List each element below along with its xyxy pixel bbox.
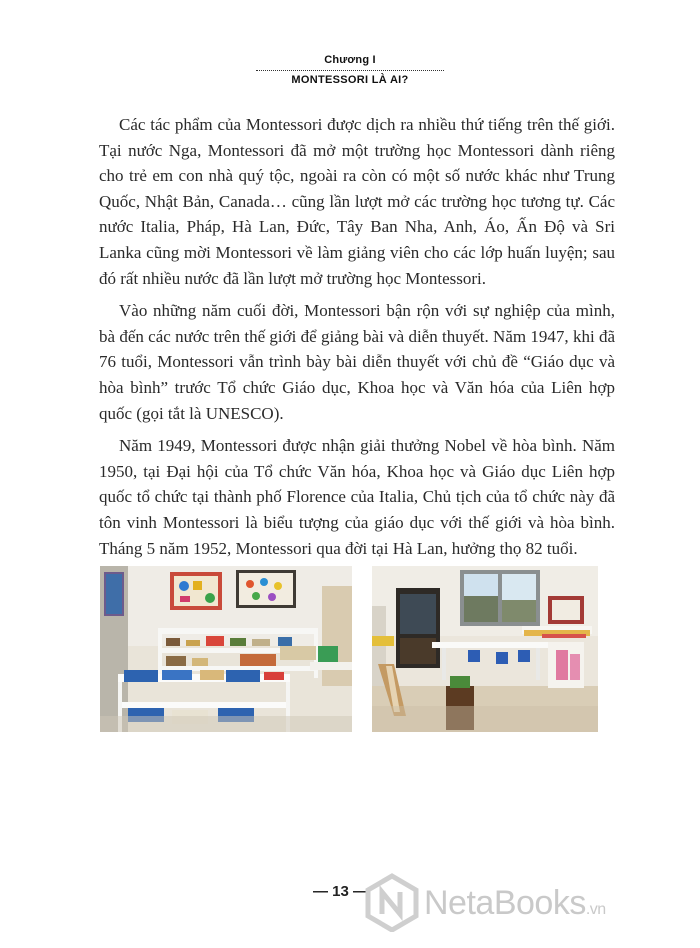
classroom-tables-photo [372,566,598,732]
classroom-tables-illustration [372,566,598,732]
body-text [99,112,615,568]
chapter-header [0,54,700,86]
page-number: — 13 — [313,883,369,900]
netabooks-logo-icon [364,872,420,932]
classroom-shelves-photo [100,566,352,732]
chapter-label: Chương I [324,54,376,66]
watermark-text [424,884,606,923]
dotted-divider [256,70,444,71]
paragraph-1: Các tác phẩm của Montessori được dịch ra nhiều thứ tiếng trên thế giới. Tại nước Nga, Montessori đã mở một trường học Montessori dành riêng cho trẻ em con nhà quý tộc, ngoài ra còn có một số nước khác như Trung Quốc, Nhật Bản, Canada… cũng lần lượt mở các trường học tương tự. Các nước Italia, Pháp, Hà Lan, Đức, Tây Ban Nha, Anh, Áo, Ấn Độ và Sri Lanka cũng mời Montessori về làm giảng viên cho các lớp huấn luyện; sau đó rất nhiều nước đã lần lượt mở trường học Montessori. [99,115,615,288]
netabooks-watermark [362,872,692,932]
classroom-shelves-illustration [100,566,352,732]
chapter-subtitle: MONTESSORI LÀ AI? [291,74,409,86]
paragraph-3: Năm 1949, Montessori được nhận giải thưởng Nobel về hòa bình. Năm 1950, tại Đại hội của Tổ chức Văn hóa, Khoa học và Giáo dục Liên hợp quốc tổ chức tại thành phố Florence của Italia, Chủ tịch của tổ chức này đã tôn vinh Montessori là biểu tượng của giáo dục với thế giới và hòa bình. Tháng 5 năm 1952, Montessori qua đời tại Hà Lan, hưởng thọ 82 tuổi. [99,436,615,558]
watermark-brand: NetaBooks [424,884,586,922]
watermark-tld: .vn [585,901,606,918]
paragraph-2: Vào những năm cuối đời, Montessori bận rộn với sự nghiệp của mình, bà đến các nước trên thế giới để giảng bài và diễn thuyết. Năm 1947, khi đã 76 tuổi, Montessori vẫn trình bày bài diễn thuyết với chủ đề “Giáo dục và hòa bình” trước Tổ chức Giáo dục, Khoa học và Văn hóa của Liên hợp quốc (gọi tắt là UNESCO). [99,301,615,423]
